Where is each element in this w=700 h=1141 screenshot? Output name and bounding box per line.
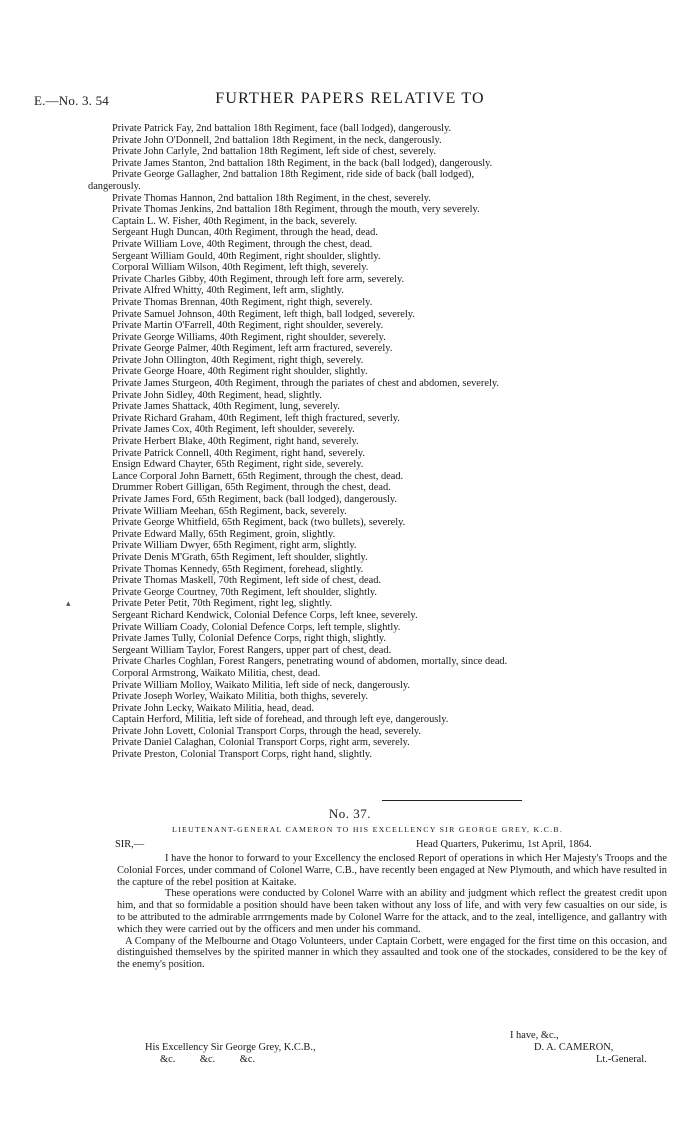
- casualty-entry: Private Peter Petit, 70th Regiment, right leg, slightly.: [112, 598, 333, 610]
- closing: I have, &c.,: [510, 1030, 559, 1041]
- casualty-entry: Private William Molloy, Waikato Militia, left side of neck, dangerously.: [112, 679, 410, 691]
- casualty-entry: Lance Corporal John Barnett, 65th Regiment, through the chest, dead.: [112, 470, 404, 482]
- casualty-entry: Corporal Armstrong, Waikato Militia, chest, dead.: [112, 667, 321, 679]
- casualty-list: [88, 123, 700, 761]
- casualty-entry: Sergeant Richard Kendwick, Colonial Defence Corps, left knee, severely.: [112, 609, 418, 621]
- signatory-rank: Lt.-General.: [596, 1054, 647, 1065]
- casualty-entry: Private Edward Mally, 65th Regiment, groin, slightly.: [112, 528, 336, 540]
- letter-paragraph: A Company of the Melbourne and Otago Volunteers, under Captain Corbett, were engaged for the first time on this occasion, and distinguished themselves by the spirited manner in which they assaulted and took one of the stockades, considered to be the key of the enemy's position.: [117, 935, 667, 971]
- casualty-entry: Private Martin O'Farrell, 40th Regiment, right shoulder, severely.: [112, 320, 384, 332]
- casualty-entry: Private George Hoare, 40th Regiment right shoulder, slightly.: [112, 366, 368, 378]
- casualty-entry: Private Patrick Fay, 2nd battalion 18th Regiment, face (ball lodged), dangerously.: [112, 123, 452, 134]
- casualty-entry: Private James Stanton, 2nd battalion 18th Regiment, in the back (ball lodged), dangerously.: [112, 157, 493, 169]
- location-date: Head Quarters, Pukerimu, 1st April, 1864.: [416, 839, 592, 850]
- casualty-entry: Private George Palmer, 40th Regiment, left arm fractured, severely.: [112, 343, 393, 355]
- casualty-entry: Private Preston, Colonial Transport Corps, right hand, slightly.: [112, 749, 372, 761]
- casualty-entry: Private George Whitfield, 65th Regiment, back (two bullets), severely.: [112, 517, 406, 529]
- casualty-entry: Private John Lovett, Colonial Transport Corps, through the head, severely.: [112, 725, 421, 737]
- casualty-entry: Private Thomas Kennedy, 65th Regiment, forehead, slightly.: [112, 563, 364, 575]
- casualty-entry: dangerously.: [88, 180, 141, 192]
- casualty-entry: Private William Coady, Colonial Defence Corps, left temple, slightly.: [112, 621, 401, 633]
- casualty-entry: Captain L. W. Fisher, 40th Regiment, in the back, severely.: [112, 215, 358, 227]
- casualty-entry: Private Samuel Johnson, 40th Regiment, left thigh, ball lodged, severely.: [112, 308, 415, 320]
- casualty-entry: Private James Ford, 65th Regiment, back (ball lodged), dangerously.: [112, 494, 398, 505]
- casualty-entry: Private John Ollington, 40th Regiment, right thigh, severely.: [112, 354, 364, 366]
- casualty-entry: Sergeant Hugh Duncan, 40th Regiment, through the head, dead.: [112, 227, 378, 239]
- casualty-entry: Private James Tully, Colonial Defence Corps, right thigh, slightly.: [112, 633, 386, 645]
- casualty-entry: Private John O'Donnell, 2nd battalion 18th Regiment, in the neck, dangerously.: [112, 134, 442, 146]
- casualty-entry: Sergeant William Gould, 40th Regiment, right shoulder, slightly.: [112, 250, 381, 262]
- casualty-entry: Private George Courtney, 70th Regiment, left shoulder, slightly.: [112, 586, 377, 598]
- casualty-entry: Private Thomas Hannon, 2nd battalion 18th Regiment, in the chest, severely.: [112, 192, 431, 204]
- casualty-entry: Private James Shattack, 40th Regiment, lung, severely.: [112, 401, 340, 413]
- casualty-entry: Sergeant William Taylor, Forest Rangers, upper part of chest, dead.: [112, 644, 392, 656]
- letter-number: No. 37.: [328, 806, 372, 821]
- salutation: SIR,—: [115, 839, 145, 850]
- casualty-entry: Private John Lecky, Waikato Militia, head, dead.: [112, 702, 315, 714]
- casualty-entry: Private Alfred Whitty, 40th Regiment, left arm, slightly.: [112, 285, 344, 297]
- letter-heading: LIEUTENANT-GENERAL CAMERON TO HIS EXCELLENCY SIR GEORGE GREY, K.C.B.: [172, 825, 564, 834]
- casualty-entry: Ensign Edward Chayter, 65th Regiment, right side, severely.: [112, 459, 364, 471]
- casualty-entry: Private William Love, 40th Regiment, through the chest, dead.: [112, 238, 373, 250]
- section-divider: [382, 800, 522, 801]
- letter-body: [117, 853, 667, 971]
- casualty-entry: Private Patrick Connell, 40th Regiment, right hand, severely.: [112, 447, 365, 459]
- addressee-etc: &c. &c. &c.: [160, 1054, 256, 1065]
- signature: D. A. CAMERON,: [534, 1042, 614, 1053]
- margin-mark: ▴: [66, 598, 71, 608]
- casualty-entry: Private Daniel Calaghan, Colonial Transport Corps, right arm, severely.: [112, 737, 410, 749]
- casualty-entry: Private Charles Coghlan, Forest Rangers, penetrating wound of abdomen, mortally, since dead.: [112, 656, 508, 668]
- casualty-entry: Private Thomas Brennan, 40th Regiment, right thigh, severely.: [112, 296, 373, 308]
- casualty-entry: Private James Sturgeon, 40th Regiment, through the pariates of chest and abdomen, severely.: [112, 378, 499, 390]
- casualty-entry: Drummer Robert Gilligan, 65th Regiment, through the chest, dead.: [112, 482, 391, 494]
- casualty-entry: Private Denis M'Grath, 65th Regiment, left shoulder, slightly.: [112, 551, 368, 563]
- casualty-entry: Private George Gallagher, 2nd battalion 18th Regiment, ride side of back (ball lodged),: [112, 169, 475, 181]
- casualty-entry: Private John Carlyle, 2nd battalion 18th Regiment, left side of chest, severely.: [112, 146, 436, 158]
- casualty-entry: Private Richard Graham, 40th Regiment, left thigh fractured, severly.: [112, 412, 400, 424]
- casualty-entry: Private John Sidley, 40th Regiment, head, slightly.: [112, 389, 322, 401]
- casualty-entry: Private George Williams, 40th Regiment, right shoulder, severely.: [112, 331, 386, 343]
- casualty-entry: Corporal William Wilson, 40th Regiment, left thigh, severely.: [112, 262, 369, 274]
- addressee: His Excellency Sir George Grey, K.C.B.,: [145, 1042, 316, 1053]
- casualty-entry: Private Thomas Maskell, 70th Regiment, left side of chest, dead.: [112, 575, 382, 587]
- page-reference: E.—No. 3. 54: [34, 93, 109, 108]
- casualty-entry: Private Joseph Worley, Waikato Militia, both thighs, severely.: [112, 691, 369, 703]
- casualty-entry: Captain Herford, Militia, left side of forehead, and through left eye, dangerously.: [112, 714, 449, 726]
- letter-paragraph: I have the honor to forward to your Excellency the enclosed Report of operations in which Her Majesty's Troops and the Colonial Forces, under command of Colonel Warre, C.B., have recently been engaged at New Plymouth, and which have resulted in the capture of the rebel position at Kaitake.: [117, 853, 667, 888]
- casualty-entry: Private Herbert Blake, 40th Regiment, right hand, severely.: [112, 436, 359, 448]
- casualty-entry: Private Charles Gibby, 40th Regiment, through left fore arm, severely.: [112, 273, 405, 285]
- casualty-entry: Private Thomas Jenkins, 2nd battalion 18th Regiment, through the mouth, very severely.: [112, 204, 480, 216]
- casualty-entry: Private James Cox, 40th Regiment, left shoulder, severely.: [112, 424, 355, 436]
- casualty-entry: Private William Meehan, 65th Regiment, back, severely.: [112, 505, 347, 517]
- casualty-entry: Private William Dwyer, 65th Regiment, right arm, slightly.: [112, 540, 357, 552]
- page-title: FURTHER PAPERS RELATIVE TO: [215, 90, 485, 107]
- letter-paragraph: These operations were conducted by Colonel Warre with an ability and judgment which reflect the greatest credit upon him, and that so formidable a position should have been taken without any loss of life, and with very few casualties on our side, is to be attributed to the admirable arrrngements made by Colonel Warre for the attack, and to the zeal, intelligence, and gallantry with which they were carried out by the officers and men under his command.: [117, 888, 667, 935]
